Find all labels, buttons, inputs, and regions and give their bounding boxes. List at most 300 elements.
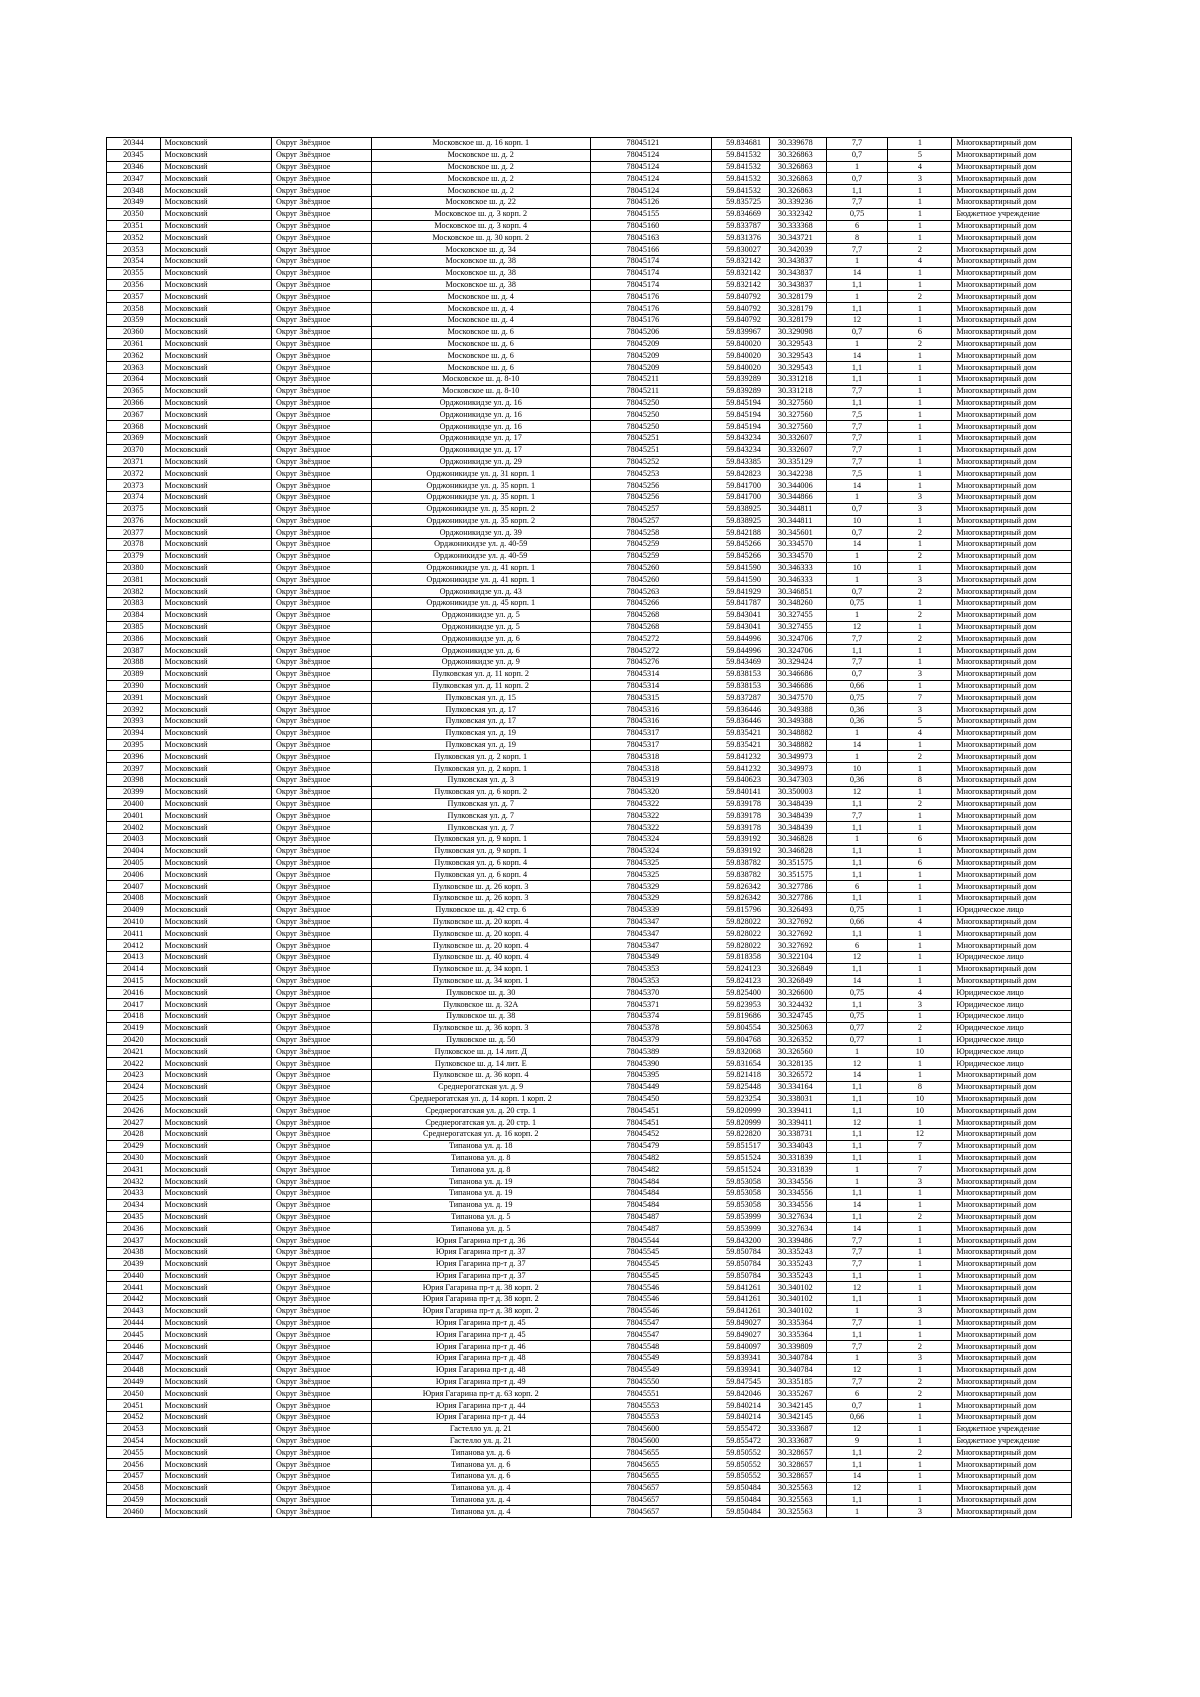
municipality-cell: Округ Звёздное bbox=[271, 975, 371, 987]
municipality-cell: Округ Звёздное bbox=[271, 1282, 371, 1294]
count-cell: 2 bbox=[888, 550, 952, 562]
longitude-cell: 30.348439 bbox=[769, 822, 826, 834]
table-row bbox=[107, 1176, 1072, 1188]
district-cell: Московский bbox=[160, 904, 271, 916]
district-cell: Московский bbox=[160, 432, 271, 444]
latitude-cell: 59.850784 bbox=[712, 1246, 770, 1258]
address-cell: Типанова ул. д. 6 bbox=[371, 1459, 590, 1471]
longitude-cell: 30.327692 bbox=[769, 916, 826, 928]
address-cell: Типанова ул. д. 8 bbox=[371, 1164, 590, 1176]
table-row bbox=[107, 1471, 1072, 1483]
latitude-cell: 59.838153 bbox=[712, 668, 770, 680]
municipality-cell: Округ Звёздное bbox=[271, 1105, 371, 1117]
value-cell: 12 bbox=[826, 786, 888, 798]
latitude-cell: 59.820999 bbox=[712, 1117, 770, 1129]
longitude-cell: 30.324745 bbox=[769, 1010, 826, 1022]
longitude-cell: 30.335243 bbox=[769, 1258, 826, 1270]
count-cell: 1 bbox=[888, 1412, 952, 1424]
value-cell: 1 bbox=[826, 751, 888, 763]
count-cell: 2 bbox=[888, 1341, 952, 1353]
object-type-cell: Многоквартирный дом bbox=[952, 657, 1072, 669]
district-cell: Московский bbox=[160, 1412, 271, 1424]
district-cell: Московский bbox=[160, 668, 271, 680]
longitude-cell: 30.328135 bbox=[769, 1058, 826, 1070]
row-number-cell: 20426 bbox=[107, 1105, 161, 1117]
count-cell: 1 bbox=[888, 1282, 952, 1294]
district-cell: Московский bbox=[160, 338, 271, 350]
value-cell: 1 bbox=[826, 834, 888, 846]
district-cell: Московский bbox=[160, 1482, 271, 1494]
district-cell: Московский bbox=[160, 550, 271, 562]
object-code-cell: 78045314 bbox=[590, 668, 712, 680]
value-cell: 0,7 bbox=[826, 527, 888, 539]
row-number-cell: 20416 bbox=[107, 987, 161, 999]
table-row bbox=[107, 786, 1072, 798]
object-type-cell: Многоквартирный дом bbox=[952, 1294, 1072, 1306]
longitude-cell: 30.331839 bbox=[769, 1152, 826, 1164]
municipality-cell: Округ Звёздное bbox=[271, 1022, 371, 1034]
district-cell: Московский bbox=[160, 692, 271, 704]
table-row bbox=[107, 1117, 1072, 1129]
table-row bbox=[107, 1353, 1072, 1365]
municipality-cell: Округ Звёздное bbox=[271, 1471, 371, 1483]
row-number-cell: 20445 bbox=[107, 1329, 161, 1341]
count-cell: 2 bbox=[888, 1447, 952, 1459]
value-cell: 14 bbox=[826, 350, 888, 362]
value-cell: 1,1 bbox=[826, 798, 888, 810]
table-row bbox=[107, 668, 1072, 680]
count-cell: 1 bbox=[888, 1364, 952, 1376]
municipality-cell: Округ Звёздное bbox=[271, 822, 371, 834]
address-cell: Московское ш. д. 4 bbox=[371, 314, 590, 326]
municipality-cell: Округ Звёздное bbox=[271, 916, 371, 928]
row-number-cell: 20345 bbox=[107, 149, 161, 161]
value-cell: 7,7 bbox=[826, 432, 888, 444]
row-number-cell: 20360 bbox=[107, 326, 161, 338]
object-type-cell: Многоквартирный дом bbox=[952, 975, 1072, 987]
longitude-cell: 30.345601 bbox=[769, 527, 826, 539]
object-code-cell: 78045272 bbox=[590, 645, 712, 657]
value-cell: 1 bbox=[826, 1353, 888, 1365]
object-code-cell: 78045250 bbox=[590, 409, 712, 421]
object-type-cell: Многоквартирный дом bbox=[952, 727, 1072, 739]
row-number-cell: 20397 bbox=[107, 763, 161, 775]
address-cell: Орджоникидзе ул. д. 16 bbox=[371, 397, 590, 409]
object-code-cell: 78045209 bbox=[590, 338, 712, 350]
longitude-cell: 30.346851 bbox=[769, 586, 826, 598]
municipality-cell: Округ Звёздное bbox=[271, 244, 371, 256]
object-code-cell: 78045370 bbox=[590, 987, 712, 999]
count-cell: 1 bbox=[888, 539, 952, 551]
object-code-cell: 78045657 bbox=[590, 1494, 712, 1506]
municipality-cell: Округ Звёздное bbox=[271, 255, 371, 267]
municipality-cell: Округ Звёздное bbox=[271, 385, 371, 397]
district-cell: Московский bbox=[160, 1329, 271, 1341]
address-cell: Пулковское ш. д. 50 bbox=[371, 1034, 590, 1046]
value-cell: 6 bbox=[826, 1388, 888, 1400]
object-code-cell: 78045451 bbox=[590, 1105, 712, 1117]
object-code-cell: 78045320 bbox=[590, 786, 712, 798]
latitude-cell: 59.838782 bbox=[712, 857, 770, 869]
row-number-cell: 20412 bbox=[107, 940, 161, 952]
value-cell: 7,7 bbox=[826, 196, 888, 208]
object-type-cell: Многоквартирный дом bbox=[952, 916, 1072, 928]
object-type-cell: Многоквартирный дом bbox=[952, 1246, 1072, 1258]
value-cell: 14 bbox=[826, 1223, 888, 1235]
longitude-cell: 30.322104 bbox=[769, 951, 826, 963]
latitude-cell: 59.824123 bbox=[712, 963, 770, 975]
row-number-cell: 20433 bbox=[107, 1187, 161, 1199]
address-cell: Пулковское ш. д. 30 bbox=[371, 987, 590, 999]
address-cell: Типанова ул. д. 19 bbox=[371, 1187, 590, 1199]
latitude-cell: 59.839289 bbox=[712, 385, 770, 397]
latitude-cell: 59.842188 bbox=[712, 527, 770, 539]
address-cell: Орджоникидзе ул. д. 17 bbox=[371, 444, 590, 456]
longitude-cell: 30.349973 bbox=[769, 763, 826, 775]
address-cell: Пулковская ул. д. 17 bbox=[371, 704, 590, 716]
table-row bbox=[107, 397, 1072, 409]
count-cell: 1 bbox=[888, 739, 952, 751]
municipality-cell: Округ Звёздное bbox=[271, 1364, 371, 1376]
longitude-cell: 30.328657 bbox=[769, 1447, 826, 1459]
row-number-cell: 20403 bbox=[107, 834, 161, 846]
address-cell: Типанова ул. д. 19 bbox=[371, 1199, 590, 1211]
object-type-cell: Многоквартирный дом bbox=[952, 550, 1072, 562]
row-number-cell: 20355 bbox=[107, 267, 161, 279]
table-row bbox=[107, 881, 1072, 893]
object-type-cell: Многоквартирный дом bbox=[952, 1305, 1072, 1317]
table-row bbox=[107, 1105, 1072, 1117]
count-cell: 1 bbox=[888, 657, 952, 669]
district-cell: Московский bbox=[160, 1152, 271, 1164]
address-cell: Пулковская ул. д. 11 корп. 2 bbox=[371, 668, 590, 680]
object-code-cell: 78045258 bbox=[590, 527, 712, 539]
count-cell: 1 bbox=[888, 1187, 952, 1199]
table-row bbox=[107, 810, 1072, 822]
district-cell: Московский bbox=[160, 291, 271, 303]
latitude-cell: 59.841532 bbox=[712, 185, 770, 197]
longitude-cell: 30.335185 bbox=[769, 1376, 826, 1388]
longitude-cell: 30.335243 bbox=[769, 1270, 826, 1282]
longitude-cell: 30.349388 bbox=[769, 716, 826, 728]
object-code-cell: 78045324 bbox=[590, 834, 712, 846]
object-code-cell: 78045250 bbox=[590, 397, 712, 409]
object-type-cell: Многоквартирный дом bbox=[952, 138, 1072, 150]
count-cell: 3 bbox=[888, 574, 952, 586]
table-row bbox=[107, 362, 1072, 374]
municipality-cell: Округ Звёздное bbox=[271, 456, 371, 468]
row-number-cell: 20356 bbox=[107, 279, 161, 291]
row-number-cell: 20347 bbox=[107, 173, 161, 185]
object-type-cell: Многоквартирный дом bbox=[952, 491, 1072, 503]
row-number-cell: 20415 bbox=[107, 975, 161, 987]
longitude-cell: 30.326352 bbox=[769, 1034, 826, 1046]
table-row bbox=[107, 244, 1072, 256]
latitude-cell: 59.831654 bbox=[712, 1058, 770, 1070]
object-type-cell: Многоквартирный дом bbox=[952, 574, 1072, 586]
count-cell: 7 bbox=[888, 1164, 952, 1176]
count-cell: 6 bbox=[888, 326, 952, 338]
object-code-cell: 78045318 bbox=[590, 751, 712, 763]
object-type-cell: Многоквартирный дом bbox=[952, 539, 1072, 551]
municipality-cell: Округ Звёздное bbox=[271, 1046, 371, 1058]
table-row bbox=[107, 987, 1072, 999]
table-row bbox=[107, 149, 1072, 161]
municipality-cell: Округ Звёздное bbox=[271, 857, 371, 869]
latitude-cell: 59.821418 bbox=[712, 1069, 770, 1081]
table-row bbox=[107, 338, 1072, 350]
municipality-cell: Округ Звёздное bbox=[271, 1199, 371, 1211]
object-type-cell: Многоквартирный дом bbox=[952, 869, 1072, 881]
value-cell: 1,1 bbox=[826, 373, 888, 385]
address-cell: Типанова ул. д. 8 bbox=[371, 1152, 590, 1164]
longitude-cell: 30.335364 bbox=[769, 1317, 826, 1329]
district-cell: Московский bbox=[160, 1223, 271, 1235]
object-code-cell: 78045548 bbox=[590, 1341, 712, 1353]
value-cell: 1,1 bbox=[826, 1140, 888, 1152]
municipality-cell: Округ Звёздное bbox=[271, 515, 371, 527]
count-cell: 1 bbox=[888, 196, 952, 208]
count-cell: 5 bbox=[888, 716, 952, 728]
row-number-cell: 20421 bbox=[107, 1046, 161, 1058]
district-cell: Московский bbox=[160, 1022, 271, 1034]
district-cell: Московский bbox=[160, 456, 271, 468]
value-cell: 7,7 bbox=[826, 1341, 888, 1353]
object-code-cell: 78045155 bbox=[590, 208, 712, 220]
row-number-cell: 20357 bbox=[107, 291, 161, 303]
object-code-cell: 78045174 bbox=[590, 255, 712, 267]
value-cell: 14 bbox=[826, 539, 888, 551]
district-cell: Московский bbox=[160, 350, 271, 362]
count-cell: 3 bbox=[888, 668, 952, 680]
row-number-cell: 20417 bbox=[107, 999, 161, 1011]
latitude-cell: 59.826342 bbox=[712, 881, 770, 893]
municipality-cell: Округ Звёздное bbox=[271, 574, 371, 586]
object-type-cell: Многоквартирный дом bbox=[952, 609, 1072, 621]
table-row bbox=[107, 1069, 1072, 1081]
object-type-cell: Многоквартирный дом bbox=[952, 1270, 1072, 1282]
object-type-cell: Многоквартирный дом bbox=[952, 621, 1072, 633]
address-cell: Юрия Гагарина пр-т д. 38 корп. 2 bbox=[371, 1294, 590, 1306]
value-cell: 6 bbox=[826, 220, 888, 232]
object-code-cell: 78045551 bbox=[590, 1388, 712, 1400]
address-cell: Юрия Гагарина пр-т д. 49 bbox=[371, 1376, 590, 1388]
object-type-cell: Многоквартирный дом bbox=[952, 668, 1072, 680]
address-cell: Юрия Гагарина пр-т д. 46 bbox=[371, 1341, 590, 1353]
table-row bbox=[107, 1376, 1072, 1388]
table-row bbox=[107, 515, 1072, 527]
value-cell: 8 bbox=[826, 232, 888, 244]
object-code-cell: 78045484 bbox=[590, 1187, 712, 1199]
longitude-cell: 30.338031 bbox=[769, 1093, 826, 1105]
address-cell: Юрия Гагарина пр-т д. 37 bbox=[371, 1270, 590, 1282]
value-cell: 1,1 bbox=[826, 845, 888, 857]
longitude-cell: 30.339809 bbox=[769, 1341, 826, 1353]
row-number-cell: 20436 bbox=[107, 1223, 161, 1235]
row-number-cell: 20376 bbox=[107, 515, 161, 527]
object-code-cell: 78045124 bbox=[590, 173, 712, 185]
longitude-cell: 30.329543 bbox=[769, 338, 826, 350]
count-cell: 1 bbox=[888, 220, 952, 232]
municipality-cell: Округ Звёздное bbox=[271, 1140, 371, 1152]
latitude-cell: 59.824123 bbox=[712, 975, 770, 987]
object-type-cell: Многоквартирный дом bbox=[952, 633, 1072, 645]
count-cell: 1 bbox=[888, 267, 952, 279]
longitude-cell: 30.324432 bbox=[769, 999, 826, 1011]
address-cell: Московское ш. д. 34 bbox=[371, 244, 590, 256]
count-cell: 1 bbox=[888, 1459, 952, 1471]
latitude-cell: 59.838925 bbox=[712, 515, 770, 527]
municipality-cell: Округ Звёздное bbox=[271, 1128, 371, 1140]
row-number-cell: 20367 bbox=[107, 409, 161, 421]
object-type-cell: Многоквартирный дом bbox=[952, 1093, 1072, 1105]
row-number-cell: 20413 bbox=[107, 951, 161, 963]
latitude-cell: 59.839289 bbox=[712, 373, 770, 385]
district-cell: Московский bbox=[160, 326, 271, 338]
municipality-cell: Округ Звёздное bbox=[271, 928, 371, 940]
address-cell: Пулковское ш. д. 20 корп. 4 bbox=[371, 940, 590, 952]
address-cell: Московское ш. д. 2 bbox=[371, 173, 590, 185]
value-cell: 1,1 bbox=[826, 362, 888, 374]
municipality-cell: Округ Звёздное bbox=[271, 940, 371, 952]
table-row bbox=[107, 1187, 1072, 1199]
object-type-cell: Многоквартирный дом bbox=[952, 775, 1072, 787]
row-number-cell: 20400 bbox=[107, 798, 161, 810]
object-type-cell: Многоквартирный дом bbox=[952, 857, 1072, 869]
object-type-cell: Многоквартирный дом bbox=[952, 1258, 1072, 1270]
district-cell: Московский bbox=[160, 1376, 271, 1388]
object-code-cell: 78045257 bbox=[590, 503, 712, 515]
count-cell: 1 bbox=[888, 1435, 952, 1447]
object-type-cell: Многоквартирный дом bbox=[952, 1235, 1072, 1247]
table-row bbox=[107, 574, 1072, 586]
address-cell: Пулковская ул. д. 9 корп. 1 bbox=[371, 845, 590, 857]
value-cell: 1,1 bbox=[826, 1459, 888, 1471]
latitude-cell: 59.815796 bbox=[712, 904, 770, 916]
table-row bbox=[107, 1282, 1072, 1294]
municipality-cell: Округ Звёздное bbox=[271, 999, 371, 1011]
longitude-cell: 30.333368 bbox=[769, 220, 826, 232]
district-cell: Московский bbox=[160, 657, 271, 669]
district-cell: Московский bbox=[160, 1471, 271, 1483]
address-cell: Московское ш. д. 6 bbox=[371, 350, 590, 362]
district-cell: Московский bbox=[160, 1117, 271, 1129]
district-cell: Московский bbox=[160, 138, 271, 150]
table-row bbox=[107, 444, 1072, 456]
object-type-cell: Многоквартирный дом bbox=[952, 1223, 1072, 1235]
municipality-cell: Округ Звёздное bbox=[271, 704, 371, 716]
row-number-cell: 20354 bbox=[107, 255, 161, 267]
count-cell: 1 bbox=[888, 963, 952, 975]
count-cell: 1 bbox=[888, 385, 952, 397]
row-number-cell: 20364 bbox=[107, 373, 161, 385]
count-cell: 2 bbox=[888, 798, 952, 810]
latitude-cell: 59.839178 bbox=[712, 798, 770, 810]
table-row bbox=[107, 550, 1072, 562]
longitude-cell: 30.340784 bbox=[769, 1353, 826, 1365]
row-number-cell: 20382 bbox=[107, 586, 161, 598]
latitude-cell: 59.840792 bbox=[712, 291, 770, 303]
row-number-cell: 20446 bbox=[107, 1341, 161, 1353]
row-number-cell: 20447 bbox=[107, 1353, 161, 1365]
municipality-cell: Округ Звёздное bbox=[271, 421, 371, 433]
object-code-cell: 78045549 bbox=[590, 1353, 712, 1365]
count-cell: 6 bbox=[888, 857, 952, 869]
object-code-cell: 78045253 bbox=[590, 468, 712, 480]
latitude-cell: 59.835421 bbox=[712, 727, 770, 739]
object-type-cell: Многоквартирный дом bbox=[952, 1506, 1072, 1518]
value-cell: 14 bbox=[826, 1199, 888, 1211]
object-code-cell: 78045266 bbox=[590, 598, 712, 610]
latitude-cell: 59.823254 bbox=[712, 1093, 770, 1105]
value-cell: 12 bbox=[826, 621, 888, 633]
address-cell: Пулковская ул. д. 6 корп. 4 bbox=[371, 857, 590, 869]
address-cell: Московское ш. д. 38 bbox=[371, 267, 590, 279]
latitude-cell: 59.835421 bbox=[712, 739, 770, 751]
district-cell: Московский bbox=[160, 1246, 271, 1258]
count-cell: 2 bbox=[888, 527, 952, 539]
longitude-cell: 30.340102 bbox=[769, 1305, 826, 1317]
object-type-cell: Многоквартирный дом bbox=[952, 232, 1072, 244]
object-code-cell: 78045260 bbox=[590, 562, 712, 574]
address-cell: Пулковская ул. д. 11 корп. 2 bbox=[371, 680, 590, 692]
longitude-cell: 30.343837 bbox=[769, 255, 826, 267]
address-cell: Пулковское ш. д. 14 лит. Д bbox=[371, 1046, 590, 1058]
object-type-cell: Многоквартирный дом bbox=[952, 1317, 1072, 1329]
value-cell: 7,7 bbox=[826, 810, 888, 822]
object-type-cell: Юридическое лицо bbox=[952, 999, 1072, 1011]
latitude-cell: 59.836446 bbox=[712, 716, 770, 728]
address-cell: Московское ш. д. 6 bbox=[371, 326, 590, 338]
value-cell: 7,5 bbox=[826, 468, 888, 480]
count-cell: 1 bbox=[888, 362, 952, 374]
row-number-cell: 20372 bbox=[107, 468, 161, 480]
row-number-cell: 20420 bbox=[107, 1034, 161, 1046]
row-number-cell: 20391 bbox=[107, 692, 161, 704]
count-cell: 1 bbox=[888, 314, 952, 326]
address-cell: Среднерогатская ул. д. 9 bbox=[371, 1081, 590, 1093]
district-cell: Московский bbox=[160, 161, 271, 173]
longitude-cell: 30.334043 bbox=[769, 1140, 826, 1152]
value-cell: 9 bbox=[826, 1435, 888, 1447]
latitude-cell: 59.853999 bbox=[712, 1211, 770, 1223]
municipality-cell: Округ Звёздное bbox=[271, 1270, 371, 1282]
object-code-cell: 78045160 bbox=[590, 220, 712, 232]
district-cell: Московский bbox=[160, 834, 271, 846]
address-cell: Типанова ул. д. 5 bbox=[371, 1211, 590, 1223]
object-type-cell: Многоквартирный дом bbox=[952, 480, 1072, 492]
row-number-cell: 20424 bbox=[107, 1081, 161, 1093]
row-number-cell: 20388 bbox=[107, 657, 161, 669]
latitude-cell: 59.845194 bbox=[712, 421, 770, 433]
value-cell: 1 bbox=[826, 491, 888, 503]
district-cell: Московский bbox=[160, 621, 271, 633]
value-cell: 1,1 bbox=[826, 1128, 888, 1140]
address-cell: Московское ш. д. 4 bbox=[371, 291, 590, 303]
count-cell: 4 bbox=[888, 916, 952, 928]
district-cell: Московский bbox=[160, 1270, 271, 1282]
object-code-cell: 78045319 bbox=[590, 775, 712, 787]
longitude-cell: 30.327786 bbox=[769, 893, 826, 905]
count-cell: 1 bbox=[888, 515, 952, 527]
latitude-cell: 59.839192 bbox=[712, 834, 770, 846]
object-code-cell: 78045124 bbox=[590, 149, 712, 161]
value-cell: 1,1 bbox=[826, 1093, 888, 1105]
value-cell: 1 bbox=[826, 550, 888, 562]
municipality-cell: Округ Звёздное bbox=[271, 1034, 371, 1046]
object-type-cell: Многоквартирный дом bbox=[952, 326, 1072, 338]
longitude-cell: 30.325563 bbox=[769, 1482, 826, 1494]
